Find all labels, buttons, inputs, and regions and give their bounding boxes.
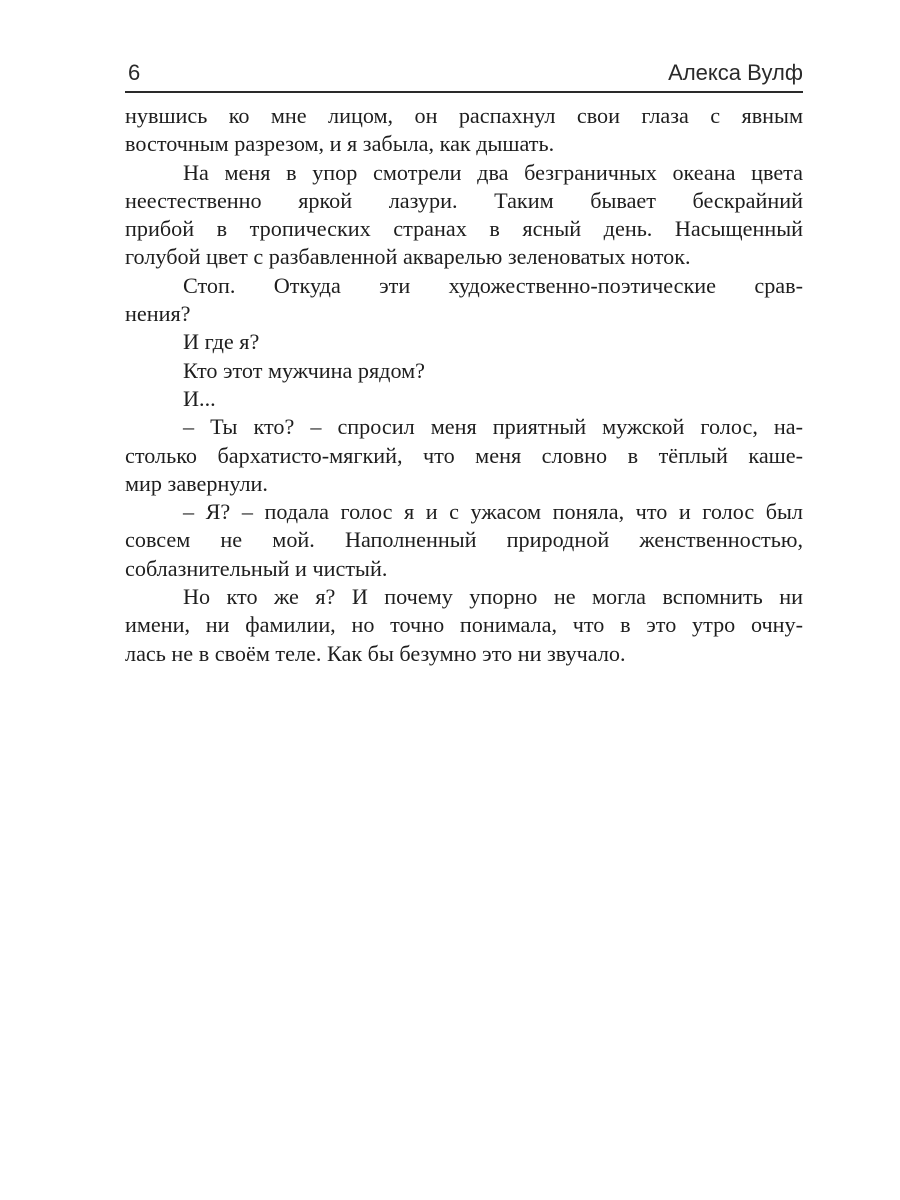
- text-line: Стоп. Откуда эти художественно-поэтические срав-: [183, 272, 803, 298]
- text-line: прибой в тропических странах в ясный день. Насыщенный: [125, 216, 803, 242]
- text-line: голубой цвет с разбавленной акварелью зеленоватых ноток.: [125, 244, 691, 270]
- text-line: соблазнительный и чистый.: [125, 555, 388, 581]
- text-body: [125, 102, 803, 668]
- text-line: мир завернули.: [125, 470, 268, 496]
- text-line: нения?: [125, 301, 191, 327]
- text-line: совсем не мой. Наполненный природной женственностью,: [125, 527, 803, 553]
- text-line: восточным разрезом, и я забыла, как дышать.: [125, 131, 555, 157]
- text-line: лась не в своём теле. Как бы безумно это ни звучало.: [125, 640, 626, 666]
- text-line: нувшись ко мне лицом, он распахнул свои глаза с явным: [125, 103, 803, 128]
- text-line: И где я?: [183, 329, 260, 355]
- text-line: – Ты кто? – спросил меня приятный мужской голос, на-: [183, 414, 803, 440]
- text-line: На меня в упор смотрели два безграничных океана цвета: [183, 159, 803, 185]
- text-line: – Я? – подала голос я и с ужасом поняла, что и голос был: [183, 499, 803, 525]
- running-head-author: Алекса Вулф: [668, 60, 803, 85]
- text-line: И...: [183, 385, 216, 411]
- page-number: 6: [128, 60, 141, 85]
- text-line: столько бархатисто-мягкий, что меня словно в тёплый каше-: [125, 442, 803, 468]
- text-line: Кто этот мужчина рядом?: [183, 357, 426, 383]
- text-line: имени, ни фамилии, но точно понимала, что в это утро очну-: [125, 612, 803, 638]
- text-line: неестественно яркой лазури. Таким бывает бескрайний: [125, 187, 803, 213]
- text-line: Но кто же я? И почему упорно не могла вспомнить ни: [183, 584, 803, 610]
- page-header: [125, 60, 803, 90]
- header-rule: [125, 91, 803, 93]
